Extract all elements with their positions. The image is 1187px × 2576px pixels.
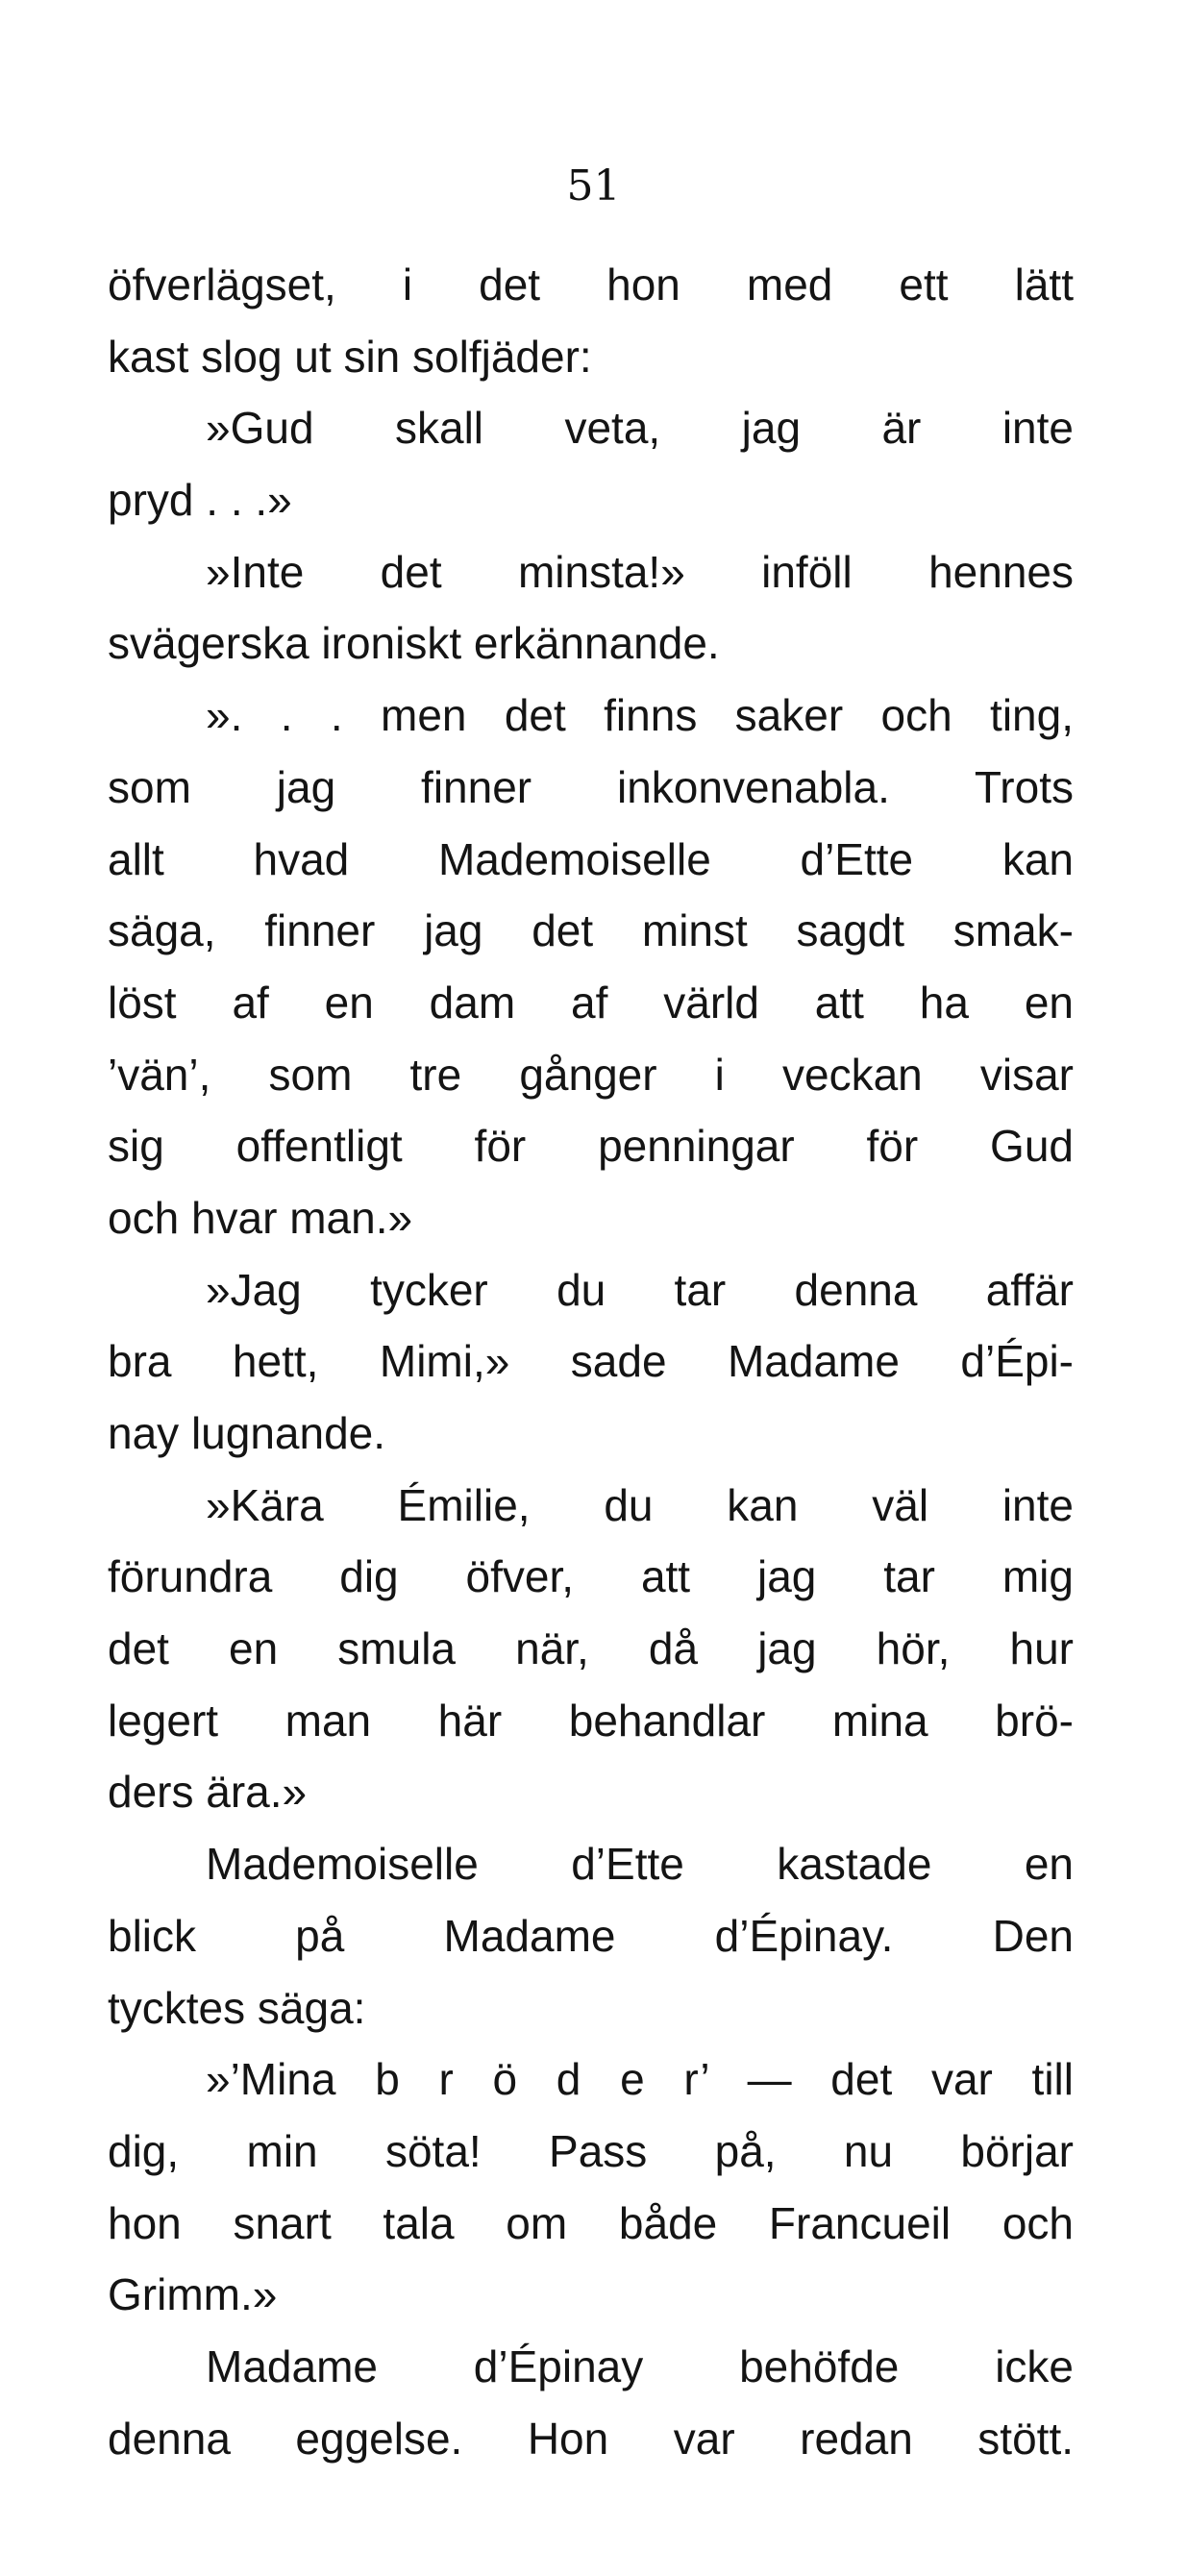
text-line: tycktes säga: [108, 1982, 366, 2033]
text-line: ders ära.» [108, 1767, 308, 1818]
text-line: som jag finner inkonvenabla. Trots [108, 761, 1074, 812]
text-line: det en smula när, då jag hör, hur [108, 1623, 1074, 1674]
text-line: löst af en dam af värld att ha en [108, 977, 1074, 1028]
text-line: allt hvad Mademoiselle d’Ette kan [108, 833, 1074, 884]
text-line: »Jag tycker du tar denna affär [206, 1264, 1074, 1315]
text-line: pryd . . .» [108, 475, 292, 526]
text-line: hon snart tala om både Francueil och [108, 2197, 1074, 2248]
text-line: »Gud skall veta, jag är inte [206, 403, 1074, 454]
text-line: denna eggelse. Hon var redan stött. [108, 2413, 1074, 2464]
text-line: bra hett, Mimi,» sade Madame d’Épi- [108, 1336, 1074, 1387]
text-line: svägerska ironiskt erkännande. [108, 618, 720, 669]
text-line: förundra dig öfver, att jag tar mig [108, 1551, 1074, 1602]
text-line: ’vän’, som tre gånger i veckan visar [108, 1049, 1074, 1100]
text-line: legert man här behandlar mina brö- [108, 1695, 1074, 1746]
text-line: »Kära Émilie, du kan väl inte [206, 1479, 1074, 1530]
text-line: säga, finner jag det minst sagdt smak- [108, 905, 1074, 956]
text-line: ». . . men det finns saker och ting, [206, 690, 1074, 741]
text-line: Grimm.» [108, 2269, 278, 2320]
text-line: Madame d’Épinay behöfde icke [206, 2341, 1074, 2391]
text-line: dig, min söta! Pass på, nu börjar [108, 2125, 1074, 2176]
text-line: »Inte det minsta!» inföll hennes [206, 546, 1074, 597]
text-line: nay lugnande. [108, 1408, 386, 1458]
body-text [108, 249, 1074, 2474]
text-line: och hvar man.» [108, 1192, 413, 1243]
text-line: kast slog ut sin solfjäder: [108, 331, 592, 382]
text-line: Mademoiselle d’Ette kastade en [206, 1839, 1074, 1890]
text-line: »’Mina b r ö d e r’ — det var till [206, 2054, 1074, 2105]
text-line: öfverlägset, i det hon med ett lätt [108, 260, 1074, 310]
text-line: blick på Madame d’Épinay. Den [108, 1910, 1074, 1961]
page-number: 51 [566, 161, 621, 211]
text-line: sig offentligt för penningar för Gud [108, 1121, 1074, 1172]
